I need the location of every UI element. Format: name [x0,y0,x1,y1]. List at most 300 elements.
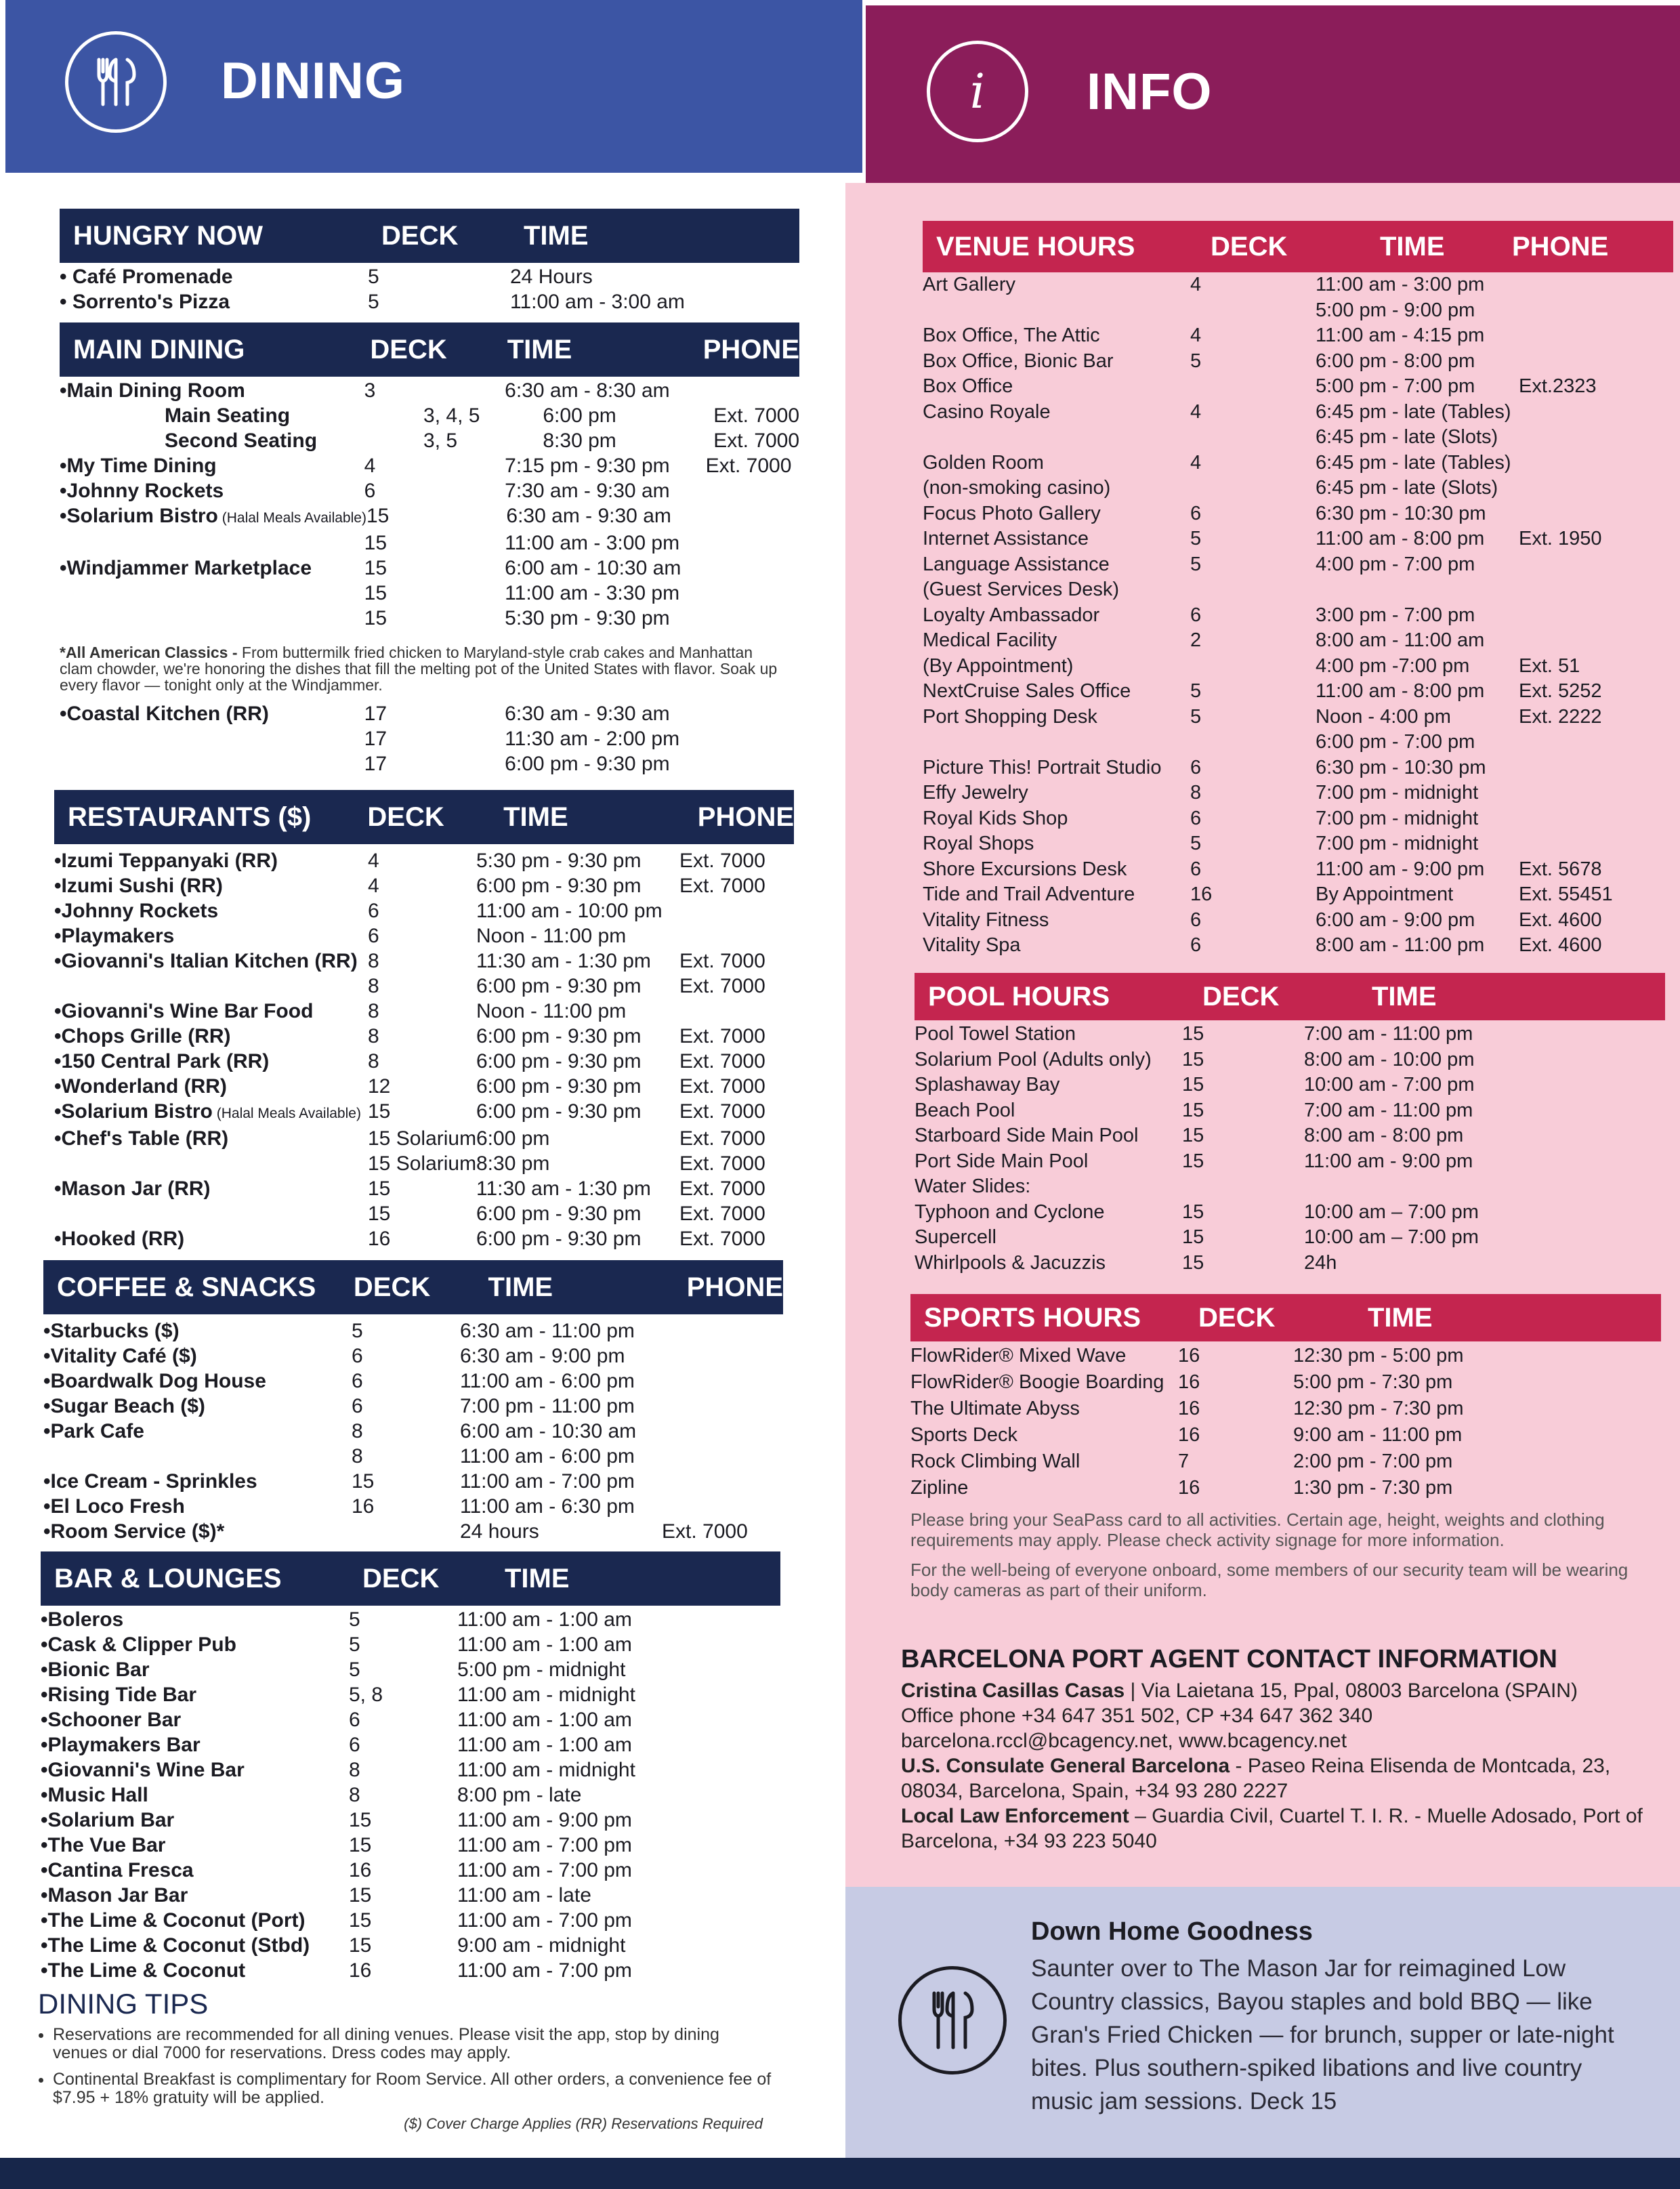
venue-cell: •Izumi Sushi (RR) [54,875,223,897]
venue-cell: Effy Jewelry [923,782,1028,804]
phone-cell: Ext. 7000 [713,430,800,452]
venue-cell: Splashaway Bay [915,1074,1060,1096]
table-row [60,503,799,530]
deck-cell: 15 [1182,1201,1204,1223]
time-cell: 5:00 pm - midnight [457,1659,626,1681]
cover-charge-legend: ($) Cover Charge Applies (RR) Reservations Required [404,2115,763,2132]
main-dining-section [60,322,799,776]
table-row [923,272,1673,298]
table-row [923,933,1673,959]
time-cell: 6:00 pm - 8:00 pm [1316,350,1475,372]
time-cell: 2:00 pm - 7:00 pm [1293,1451,1453,1472]
deck-cell: 15 [1182,1251,1204,1274]
time-cell: 6:00 pm - 9:30 pm [505,753,670,775]
venue-cell: (By Appointment) [923,654,1074,677]
venue-cell: •Mason Jar (RR) [54,1177,211,1200]
col-deck: DECK [1211,231,1288,262]
promo-title: Down Home Goodness [1031,1917,1313,1946]
deck-cell: 3 [364,379,376,402]
phone-cell [706,606,799,631]
seapass-notice: Please bring your SeaPass card to all activities. Certain age, height, weights and clothing requirements may apply. Please check activity signage for more information. [910,1509,1605,1550]
deck-cell: 6 [368,925,379,947]
table-row [54,1226,794,1251]
table-row [923,400,1673,425]
venue-cell [60,726,364,751]
table-row [923,526,1673,552]
venue-cell: •My Time Dining [60,455,217,477]
table-row [54,1049,794,1074]
col-time: TIME [1380,231,1445,262]
deck-cell: 16 [1178,1477,1200,1499]
time-cell: Noon - 11:00 pm [476,1000,627,1022]
time-cell: 6:00 pm - 9:30 pm [476,1100,642,1123]
table-row [923,806,1673,832]
deck-cell: 16 [352,1495,375,1518]
deck-cell: 16 [1178,1424,1200,1446]
time-cell: 11:00 am - 1:00 am [457,1633,632,1656]
phone-cell: Ext. 7000 [679,1025,765,1047]
time-cell: 7:00 am - 11:00 pm [1304,1023,1473,1045]
venue-cell [60,581,364,606]
col-time: TIME [1368,1302,1433,1333]
table-row [60,606,799,631]
venue-cell: Zipline [910,1477,969,1499]
table-row [915,1047,1665,1073]
table-row [43,1343,783,1369]
table-row [915,1098,1665,1124]
venue-cell: •Hooked (RR) [54,1228,185,1250]
restaurants-section [54,790,794,1251]
table-row [910,1343,1661,1369]
time-cell: 11:00 am - 7:00 pm [457,1959,632,1982]
phone-cell [1519,501,1634,527]
venue-cell: •Vitality Café ($) [43,1345,197,1367]
tips-list [38,2026,776,2107]
table-row [915,1072,1665,1098]
phone-cell [1519,577,1634,603]
deck-cell: 15 Solarium [368,1152,477,1175]
agent-name: Cristina Casillas Casas [901,1680,1125,1702]
time-cell: 6:00 pm - 9:30 pm [476,1050,642,1072]
col-time: TIME [503,801,568,832]
phone-cell: Ext. 7000 [713,404,800,427]
deck-cell: 5 [1190,553,1202,575]
time-cell: 6:30 am - 8:30 am [505,379,670,402]
time-cell: 11:00 am - 3:00 pm [1316,274,1485,295]
time-cell: 7:15 pm - 9:30 pm [505,455,670,477]
law-address: – Guardia Civil, Cuartel T. I. R. - Muelle Adosado, Port of Barcelona, +34 93 223 5040 [901,1805,1643,1852]
phone-cell [662,1343,757,1369]
deck-cell: 15 [349,1834,372,1856]
table-row [41,1783,780,1808]
deck-cell: 4 [1190,400,1202,423]
time-cell: 11:00 am - 8:00 pm [1316,528,1485,549]
phone-cell [706,378,799,403]
deck-cell: 15 [349,1809,372,1831]
deck-cell: 15 [366,505,390,527]
time-cell: 6:45 pm - late (Slots) [1316,477,1498,499]
deck-cell: 15 [364,607,387,629]
col-deck: DECK [353,1272,431,1302]
phone-cell [1519,603,1634,629]
deck-cell: 15 [368,1100,391,1123]
venue-cell: Box Office, Bionic Bar [923,350,1114,372]
phone-cell: Ext. 4600 [1519,934,1602,956]
time-cell: 10:00 am – 7:00 pm [1304,1226,1479,1248]
time-cell: 11:00 am - 10:00 pm [476,900,663,922]
col-venue: POOL HOURS [928,981,1110,1012]
deck-cell: 15 [1182,1074,1204,1096]
table-row [60,556,799,581]
phone-cell: Ext. 7000 [679,875,765,897]
deck-cell: 15 [364,532,387,554]
deck-cell: 7 [1178,1451,1190,1472]
venue-cell [923,425,1190,451]
venue-cell: Art Gallery [923,274,1015,295]
deck-cell: 8 [368,1050,379,1072]
time-cell: 11:00 am - midnight [457,1759,635,1781]
table-row [923,857,1673,883]
deck-cell: 16 [1178,1398,1200,1419]
deck-cell: 6 [1190,604,1202,626]
deck-cell: 6 [368,900,379,922]
deck-cell: 5 [349,1659,360,1681]
time-cell: 5:00 pm - 9:00 pm [1316,299,1475,321]
deck-cell: 16 [1178,1371,1200,1393]
law-name: Local Law Enforcement [901,1805,1129,1827]
venue-cell [54,974,368,999]
venue-cell: •Bionic Bar [41,1659,150,1681]
venue-cell: Solarium Pool (Adults only) [915,1048,1152,1070]
venue-cell: •Izumi Teppanyaki (RR) [54,850,278,872]
venue-cell: •Solarium Bistro (Halal Meals Available) [60,505,366,527]
time-cell: By Appointment [1316,883,1454,905]
phone-cell [1519,451,1634,476]
deck-cell: 5 [349,1633,360,1656]
time-cell: 6:00 am - 9:00 pm [1316,909,1475,931]
venue-cell: •Giovanni's Wine Bar Food [54,1000,314,1022]
table-row [923,552,1673,578]
deck-cell: 6 [352,1370,363,1392]
time-cell: 7:30 am - 9:30 am [505,480,670,502]
table-row [54,1176,794,1201]
phone-cell [662,1394,757,1419]
venue-cell: •El Loco Fresh [43,1495,185,1518]
time-cell [1316,577,1519,603]
deck-cell: 8 [1190,782,1202,804]
table-row [54,999,794,1024]
deck-cell: 15 [349,1909,372,1932]
table-row [43,1444,783,1469]
deck-cell [1190,298,1316,324]
time-cell: 10:00 am – 7:00 pm [1304,1201,1479,1223]
deck-cell: 6 [1190,502,1202,524]
venue-cell: •Boardwalk Dog House [43,1370,266,1392]
phone-cell: Ext. 7000 [679,1100,765,1123]
time-cell: 6:30 am - 9:00 pm [460,1345,625,1367]
time-cell: 6:45 pm - late (Tables) [1316,400,1511,423]
venue-cell: Royal Shops [923,833,1034,854]
phone-cell [1519,780,1634,806]
pool-hours-section [915,973,1665,1276]
table-row [43,1318,783,1343]
deck-cell: 16 [1190,883,1213,905]
venue-cell: •Ice Cream - Sprinkles [43,1470,257,1493]
deck-cell: 5 [1190,705,1202,728]
deck-cell: 6 [364,480,376,502]
table-row [923,374,1673,400]
col-venue: BAR & LOUNGES [54,1563,282,1593]
phone-cell [662,1444,757,1469]
venue-cell: Port Shopping Desk [923,705,1097,728]
time-cell: 11:00 am - 6:00 pm [460,1445,635,1467]
time-cell: 6:30 am - 11:00 pm [460,1320,635,1342]
phone-cell [1519,476,1634,501]
deck-cell: 15 [1182,1150,1204,1172]
table-row [43,1369,783,1394]
venue-cell: • Sorrento's Pizza [60,291,230,313]
venue-cell: Supercell [915,1226,996,1248]
time-cell: 5:00 pm - 7:00 pm [1316,375,1475,397]
table-row [41,1808,780,1833]
venue-cell [923,730,1190,755]
deck-cell: 6 [1190,858,1202,880]
deck-cell: 5 [349,1608,360,1631]
consulate-line [901,1753,1653,1804]
table-row [910,1369,1661,1396]
venue-cell: Royal Kids Shop [923,807,1068,829]
venue-cell: Second Seating [165,430,318,452]
table-row [60,264,799,289]
time-cell: 6:00 pm - 9:30 pm [476,1075,642,1098]
venue-cell [60,751,364,776]
deck-cell: 4 [368,850,379,872]
phone-cell [706,581,799,606]
venue-cell: Main Seating [165,404,291,427]
utensils-icon [898,1966,1007,2075]
deck-cell: 15 [349,1884,372,1906]
time-cell: 5:00 pm - 7:30 pm [1293,1371,1453,1393]
table-row [43,1394,783,1419]
dining-tips [38,1988,776,2133]
time-cell: 8:00 pm - late [457,1784,582,1806]
venue-cell [60,530,364,556]
time-cell: 7:00 pm - midnight [1316,807,1479,829]
note-text: From buttermilk fried chicken to Maryland-style crab cakes and Manhattan clam chowder, we're honoring the dishes that fill the melting pot of the United States with flavor. Soak up every flavor — tonight only at the Windjammer. [60,644,778,694]
phone-cell: Ext. 7000 [705,455,792,477]
deck-cell: 5 [1190,528,1202,549]
time-cell: 6:00 pm - 9:30 pm [476,875,642,897]
deck-cell: 16 [349,1859,372,1881]
time-cell: 24 hours [460,1520,539,1543]
time-cell: 11:00 am - 4:15 pm [1316,325,1485,346]
time-cell: 5:30 pm - 9:30 pm [505,607,670,629]
time-cell: 9:00 am - 11:00 pm [1293,1424,1463,1446]
time-cell: 11:00 am - 1:00 am [457,1608,632,1631]
col-deck: DECK [1202,981,1280,1012]
phone-cell: Ext. 1950 [1519,528,1602,549]
table-row [54,923,794,948]
consulate-name: U.S. Consulate General Barcelona [901,1755,1230,1777]
time-cell: 6:00 pm - 9:30 pm [476,1203,642,1225]
pool-hours-header [915,973,1665,1020]
table-row [54,1201,794,1226]
table-row [60,726,799,751]
table-row [54,848,794,873]
table-row [41,1657,780,1682]
table-row [923,323,1673,349]
deck-cell: 6 [1190,756,1202,778]
time-cell: 6:30 am - 9:30 am [505,703,670,725]
deck-cell: 12 [368,1075,391,1098]
time-cell: 11:00 am - midnight [457,1684,635,1706]
venue-cell: Starboard Side Main Pool [915,1125,1139,1146]
deck-cell: 4 [368,875,379,897]
table-row [910,1475,1661,1501]
phone-cell [1519,730,1634,755]
tip-item: • Continental Breakfast is complimentary for Room Service. All other orders, a convenience fee of $7.95 + 18% gratuity will be applied. [53,2070,776,2107]
table-row [60,428,799,453]
col-phone: PHONE [697,801,795,832]
table-row [54,873,794,898]
halal-note: (Halal Meals Available) [212,1106,361,1121]
table-row [915,1022,1665,1047]
venue-cell: •The Vue Bar [41,1834,166,1856]
time-cell: 11:00 am - 9:00 pm [457,1809,632,1831]
main-dining-header [60,322,799,377]
phone-cell [706,503,799,530]
time-cell: 12:30 pm - 5:00 pm [1293,1345,1464,1367]
agent-line [901,1678,1653,1703]
table-row [41,1883,780,1908]
phone-cell [1519,323,1634,349]
venue-cell: FlowRider® Mixed Wave [910,1345,1127,1367]
deck-cell: 5 [1190,350,1202,372]
table-row [915,1174,1665,1200]
table-row [915,1200,1665,1226]
sports-hours-header [910,1294,1661,1341]
phone-cell: Ext. 7000 [679,1075,765,1098]
time-cell: 10:00 am - 7:00 pm [1304,1074,1475,1096]
time-cell: 11:30 am - 2:00 pm [505,728,680,750]
deck-cell: 4 [1190,451,1202,474]
phone-cell [1519,272,1634,298]
deck-cell [1182,1174,1304,1200]
time-cell: 3:00 pm - 7:00 pm [1316,604,1475,626]
phone-cell: Ext. 5252 [1519,680,1602,702]
table-row [41,1632,780,1657]
table-row [915,1149,1665,1175]
table-row [915,1251,1665,1276]
venue-cell: •Giovanni's Italian Kitchen (RR) [54,950,358,972]
table-row [60,530,799,556]
deck-cell: 15 [1182,1125,1204,1146]
tip-item: • Reservations are recommended for all dining venues. Please visit the app, stop by dining venues or dial 7000 for reservations. Dress codes may apply. [53,2026,776,2062]
table-row [923,908,1673,934]
col-deck: DECK [362,1563,440,1593]
phone-cell: Ext. 7000 [679,1203,765,1225]
venue-cell: Casino Royale [923,400,1051,423]
venue-cell: Port Side Main Pool [915,1150,1089,1172]
time-cell: 8:00 am - 10:00 pm [1304,1048,1475,1070]
time-cell: 6:00 am - 10:30 am [505,557,681,579]
col-time: TIME [488,1272,553,1302]
deck-cell: 5 [1190,833,1202,854]
time-cell: 24h [1304,1251,1337,1274]
venue-hours-section [923,221,1673,959]
deck-cell: 15 [368,1177,391,1200]
table-row [43,1469,783,1494]
dining-tips-title: DINING TIPS [38,1988,209,2020]
time-cell: 4:00 pm - 7:00 pm [1316,553,1475,575]
phone-cell [662,1369,757,1394]
phone-cell [1519,400,1634,425]
deck-cell: 5 [368,291,379,313]
time-cell: 6:00 pm - 9:30 pm [476,1228,642,1250]
phone-cell: Ext. 55451 [1519,883,1613,905]
hungry-now-header [60,209,799,263]
deck-cell: 6 [349,1709,360,1731]
venue-cell [923,298,1190,324]
restaurants-header [54,790,794,844]
venue-cell: Language Assistance [923,553,1110,575]
venue-cell: Sports Deck [910,1424,1017,1446]
deck-cell [1190,654,1316,680]
venue-cell: Loyalty Ambassador [923,604,1100,626]
venue-cell: Picture This! Portrait Studio [923,756,1162,778]
deck-cell: 16 [349,1959,372,1982]
table-row [915,1123,1665,1149]
col-phone: PHONE [702,334,799,364]
deck-cell: 15 [364,557,387,579]
time-cell: 11:00 am - 7:00 pm [457,1859,632,1881]
time-cell: Noon - 4:00 pm [1316,705,1451,728]
phone-cell [679,898,774,923]
venue-cell: •Playmakers [54,925,175,947]
table-row [923,451,1673,476]
table-row [923,298,1673,324]
bars-header [41,1551,780,1606]
time-cell: 6:00 pm - 9:30 pm [476,975,642,997]
deck-cell: 15 [1182,1099,1204,1121]
time-cell: 8:00 am - 11:00 pm [1316,934,1485,956]
time-cell: 7:00 am - 11:00 pm [1304,1099,1473,1121]
venue-cell: •Starbucks ($) [43,1320,180,1342]
table-row [60,581,799,606]
table-row [60,378,799,403]
time-cell: 6:00 pm [476,1127,550,1150]
phone-cell: Ext.2323 [1519,375,1597,397]
table-row [923,628,1673,654]
time-cell: 6:30 pm - 10:30 pm [1316,756,1486,778]
table-row [923,882,1673,908]
table-row [41,1707,780,1732]
law-line [901,1804,1653,1854]
phone-cell [706,478,799,503]
phone-cell: Ext. 7000 [662,1520,748,1543]
agent-address: | Via Laietana 15, Ppal, 08003 Barcelona (SPAIN) [1125,1680,1578,1702]
venue-cell: •Music Hall [41,1784,148,1806]
venue-cell: •Johnny Rockets [60,480,224,502]
deck-cell [1190,730,1316,755]
deck-cell [1190,476,1316,501]
time-cell: 11:00 am - 1:00 am [457,1709,632,1731]
phone-cell [1519,806,1634,832]
table-row [54,898,794,923]
venue-cell: •Park Cafe [43,1420,144,1442]
phone-cell [1519,755,1634,781]
deck-cell: 5, 8 [349,1684,383,1706]
